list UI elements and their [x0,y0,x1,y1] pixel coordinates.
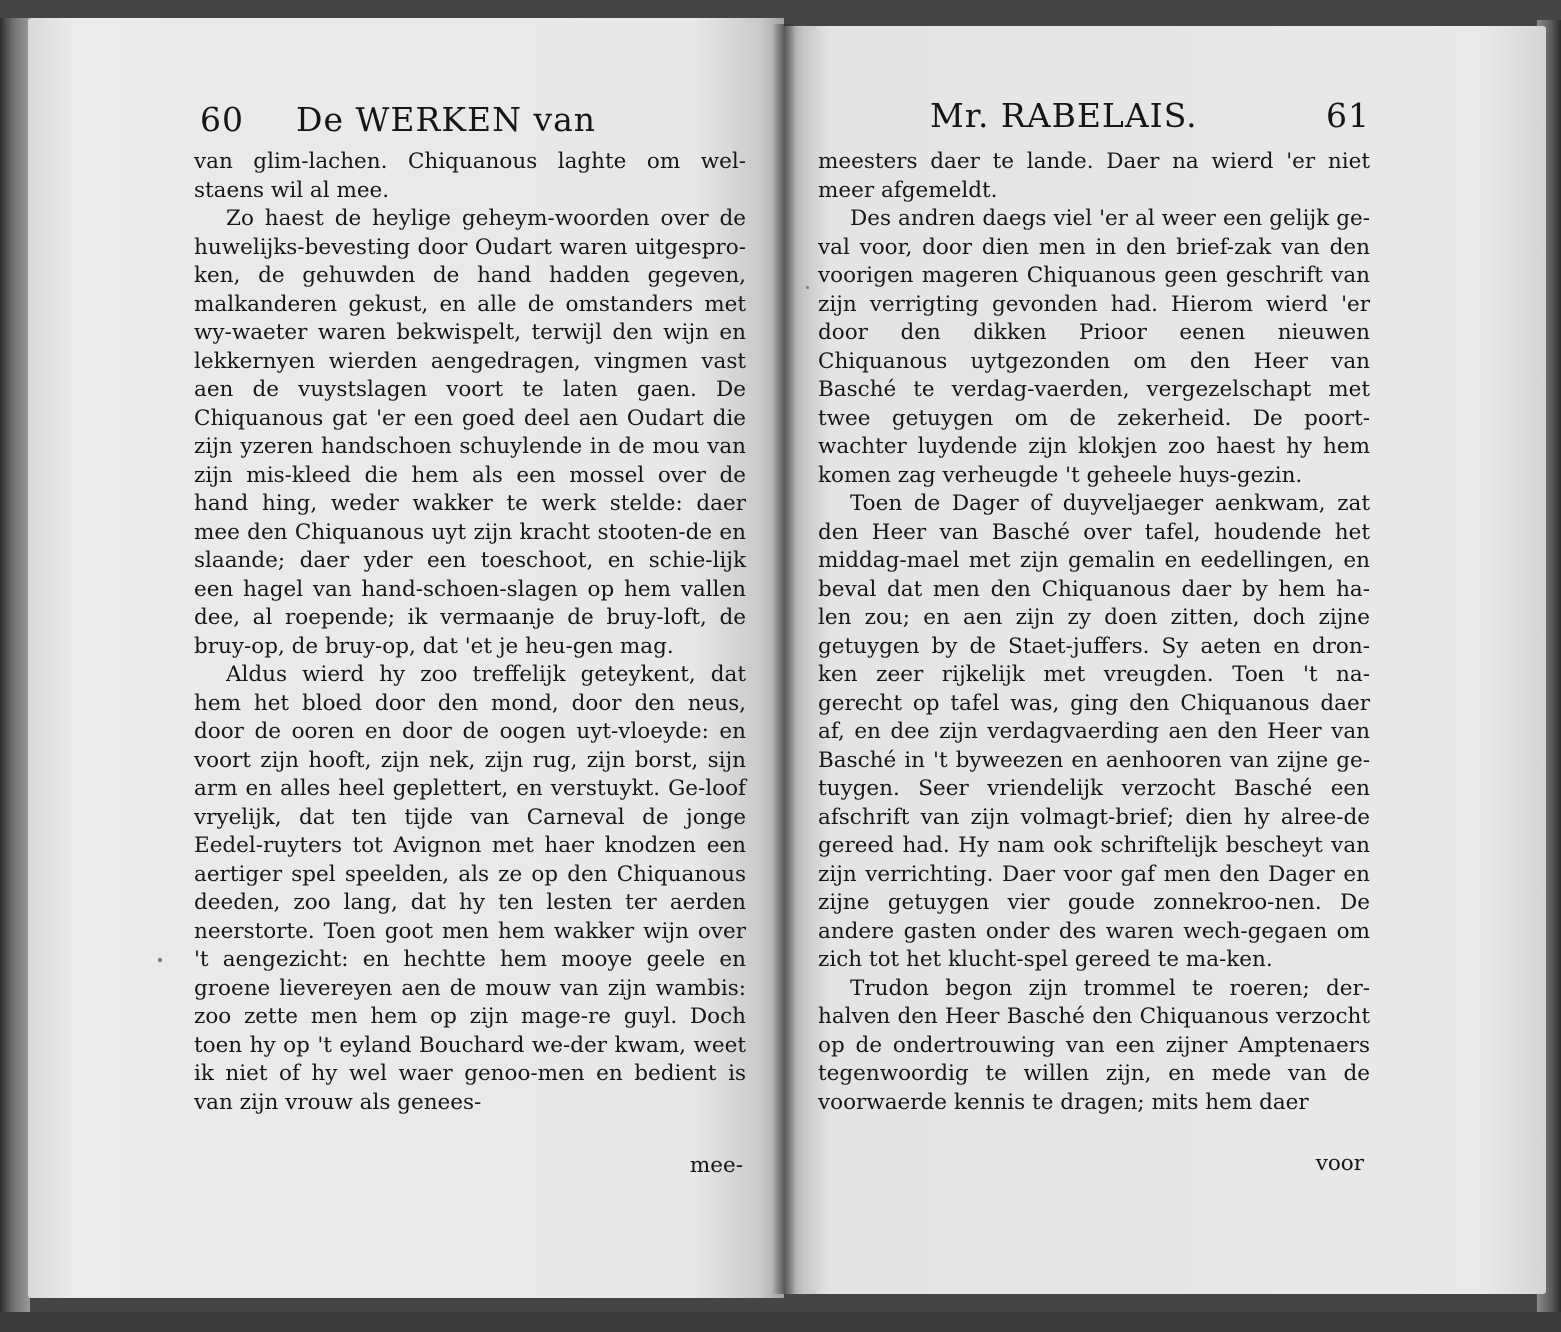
book-gutter [772,24,796,1294]
book-edge-left [0,18,30,1318]
right-paragraph-4: Trudon begon zijn trommel te roeren; der-halven den Heer Basché den Chiquanous verzocht op de ondertrouwing van een zijner Amptenaers tegenwoordig te willen zijn, en mede van de voorwaerde kennis te dragen; mits hem daer [818,975,1370,1115]
background-strip [0,1312,1561,1332]
right-running-head [930,96,1370,136]
page-number-left: 60 [200,100,244,139]
right-catchword: voor [1315,1151,1364,1176]
right-paragraph-2: Des andren daegs viel 'er al weer een gelijk ge-val voor, door dien men in den brief-zak van den voorigen mageren Chiquanous geen geschrift van zijn verrigting gevonden had. Hierom wierd 'er door den dikken Prioor eenen nieuwen Chiquanous uytgezonden om den Heer van Basché te verdag-vaerden, vergezelschapt met twee getuygen om de zekerheid. De poort-wachter luydende zijn klokjen zoo haest hy hem komen zag verheugde 't geheele huys-gezin. [818,206,1370,488]
left-paragraph-2: Zo haest de heylige geheym-woorden over de huwelijks-bevesting door Oudart waren uitgespro-ken, de gehuwden de hand hadden gegeven, malkanderen gekust, en alle de omstanders met wy-waeter waren bekwispelt, terwijl den wijn en lekkernyen wierden aengedragen, vingmen vast aen de vuystslagen voort te laten gaen. De Chiquanous gat 'er een goed deel aen Oudart die zijn yzeren handschoen schuylende in de mou van zijn mis-kleed die hem als een mossel over de hand hing, weder wakker te werk stelde: daer mee den Chiquanous uyt zijn kracht stooten-de en slaande; daer yder een toeschoot, en schie-lijk een hagel van hand-schoen-slagen op hem vallen dee, al roepende; ik vermaanje de bruy-loft, de bruy-op, de bruy-op, dat 'et je heu-gen mag. [194,206,746,659]
right-paragraph-3: Toen de Dager of duyveljaeger aenkwam, zat den Heer van Basché over tafel, houdende het middag-mael met zijn gemalin en eedellingen, en beval dat men den Chiquanous daer by hem ha-len zou; en aen zijn zy doen zitten, doch zijne getuygen by de Staet-juffers. Sy aeten en dron-ken zeer rijkelijk met vreugden. Toen 't na-gerecht op tafel was, ging den Chiquanous daer af, en dee zijn verdagvaerding aen den Heer van Basché in 't byweezen en aenhooren van zijne ge-tuygen. Seer vriendelijk verzocht Basché een afschrift van zijn volmagt-brief; dien hy alree-de gereed had. Hy nam ook schriftelijk bescheyt van zijn verrichting. Daer voor gaf men den Dager en zijne getuygen vier goude zonnekroo-nen. De andere gasten onder des waren wech-gegaen om zich tot het klucht-spel gereed te ma-ken. [818,491,1370,972]
right-text-block [818,148,1370,1117]
left-paragraph-1: van glim-lachen. Chiquanous laghte om wel-staens wil al mee. [194,149,746,203]
right-paragraph-1: meesters daer te lande. Daer na wierd 'er niet meer afgemeldt. [818,149,1370,203]
left-head-title: De WERKEN van [296,100,597,139]
left-catchword: mee- [689,1153,743,1178]
page-number-right: 61 [1326,96,1370,135]
left-running-head [200,100,760,140]
ink-spot [158,958,162,962]
ink-spot [806,286,809,289]
left-text-block [194,148,746,1117]
left-paragraph-3: Aldus wierd hy zoo treffelijk geteykent, dat hem het bloed door den mond, door den neus, door de ooren en door de oogen uyt-vloeyde: en voort zijn hooft, zijn nek, zijn rug, zijn borst, sijn arm en alles heel geplettert, en verstuykt. Ge-loof vryelijk, dat ten tijde van Carneval de jonge Eedel-ruyters tot Avignon met haer knodzen een aertiger spel speelden, als ze op den Chiquanous deeden, zoo lang, dat hy ten lesten ter aerden neerstorte. Toen goot men hem wakker wijn over 't aengezicht: en hechtte hem mooye geele en groene lievereyen aen de mouw van zijn wambis: zoo zette men hem op zijn mage-re guyl. Doch toen hy op 't eyland Bouchard we-der kwam, weet ik niet of hy wel waer genoo-men en bedient is van zijn vrouw als genees- [194,662,746,1115]
right-head-title: Mr. RABELAIS. [930,96,1198,135]
